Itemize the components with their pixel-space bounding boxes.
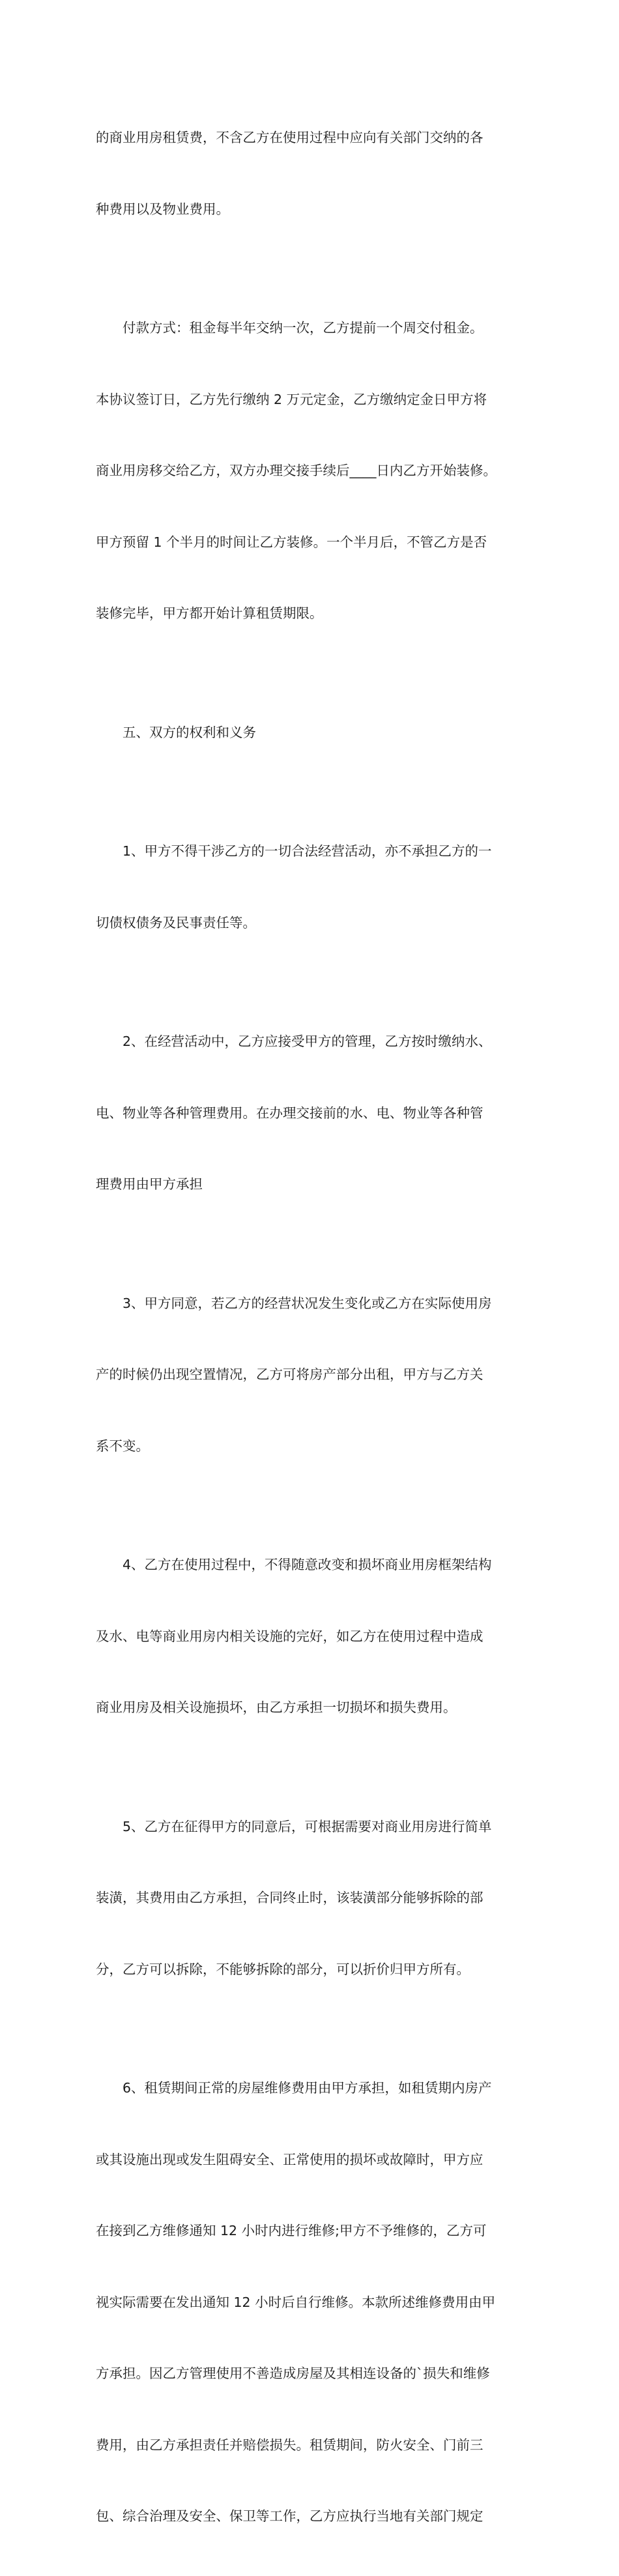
text-line: 电、物业等各种管理费用。在办理交接前的水、电、物业等各种管	[96, 1105, 483, 1121]
text-line: 本协议签订日，乙方先行缴纳 2 万元定金，乙方缴纳定金日甲方将	[96, 391, 487, 407]
text-line: 4、乙方在使用过程中，不得随意改变和损坏商业用房框架结构	[96, 1557, 492, 1572]
text-line: 装修完毕，甲方都开始计算租赁期限。	[96, 605, 323, 621]
text-line: 及水、电等商业用房内相关设施的完好，如乙方在使用过程中造成	[96, 1628, 483, 1644]
text-line: 2、在经营活动中，乙方应接受甲方的管理，乙方按时缴纳水、	[96, 1034, 492, 1049]
text-line: 在接到乙方维修通知 12 小时内进行维修;甲方不予维修的，乙方可	[96, 2223, 487, 2238]
text-line: 商业用房移交给乙方，双方办理交接手续后____日内乙方开始装修。	[96, 463, 497, 478]
clause-6	[96, 2029, 539, 2576]
clause-1	[96, 792, 539, 982]
text-line: 包、综合治理及安全、保卫等工作，乙方应执行当地有关部门规定	[96, 2508, 483, 2524]
text-line: 3、甲方同意，若乙方的经营状况发生变化或乙方在实际使用房	[96, 1295, 492, 1311]
clause-3	[96, 1244, 539, 1506]
text-line: 费用，由乙方承担责任并赔偿损失。租赁期间，防火安全、门前三	[96, 2437, 483, 2453]
text-line: 或其设施出现或发生阻碍安全、正常使用的损坏或故障时，甲方应	[96, 2151, 483, 2167]
text-line: 视实际需要在发出通知 12 小时后自行维修。本款所述维修费用由甲	[96, 2294, 496, 2310]
text-line: 5、乙方在征得甲方的同意后，可根据需要对商业用房进行简单	[96, 1818, 492, 1834]
clause-2	[96, 982, 539, 1244]
text-line: 切债权债务及民事责任等。	[96, 914, 256, 931]
text-line: 分，乙方可以拆除，不能够拆除的部分，可以折价归甲方所有。	[96, 1961, 470, 1977]
text-line: 甲方预留 1 个半月的时间让乙方装修。一个半月后，不管乙方是否	[96, 534, 487, 550]
text-line: 方承担。因乙方管理使用不善造成房屋及其相连设备的`损失和维修	[96, 2366, 490, 2381]
text-line: 商业用房及相关设施损坏，由乙方承担一切损坏和损失费用。	[96, 1700, 457, 1715]
text-line: 付款方式：租金每半年交纳一次，乙方提前一个周交付租金。	[96, 320, 483, 336]
text-line: 1、甲方不得干涉乙方的一切合法经营活动，亦不承担乙方的一	[96, 843, 492, 859]
text-line: 系不变。	[96, 1438, 149, 1454]
text-line: 的商业用房租赁费，不含乙方在使用过程中应向有关部门交纳的各	[96, 130, 483, 145]
text-line: 种费用以及物业费用。	[96, 201, 229, 217]
text-line: 理费用由甲方承担	[96, 1176, 203, 1192]
text-line: 6、租赁期间正常的房屋维修费用由甲方承担，如租赁期内房产	[96, 2080, 492, 2096]
paragraph-payment-method	[96, 268, 539, 673]
text-line: 装潢，其费用由乙方承担，合同终止时，该装潢部分能够拆除的部	[96, 1890, 483, 1905]
text-line: 产的时候仍出现空置情况，乙方可将房产部分出租，甲方与乙方关	[96, 1367, 483, 1382]
clause-5	[96, 1767, 539, 2029]
text-line: 五、双方的权利和义务	[96, 724, 256, 740]
section-heading-rights-obligations	[96, 673, 539, 792]
clause-4	[96, 1505, 539, 1767]
paragraph-rent-scope	[96, 78, 539, 268]
document-body	[96, 78, 539, 2576]
